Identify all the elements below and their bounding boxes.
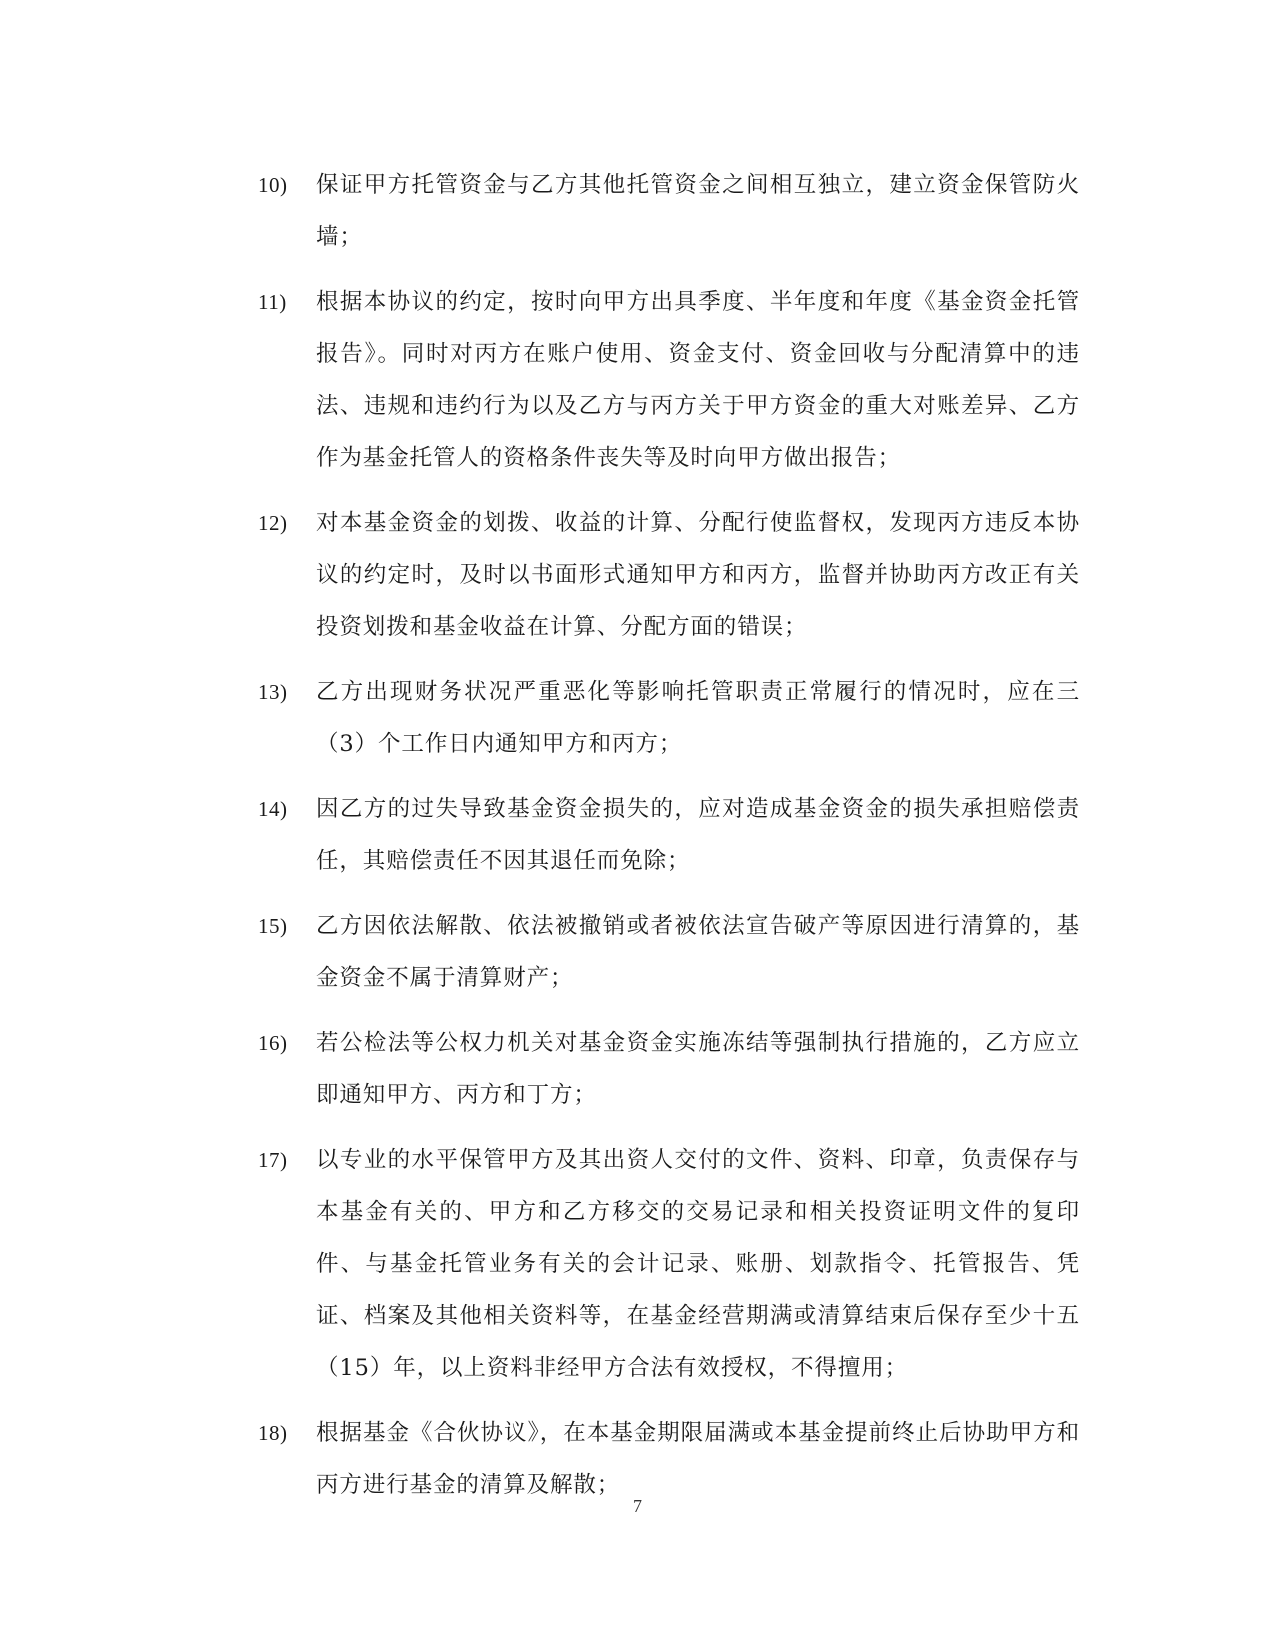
item-text: 根据本协议的约定，按时向甲方出具季度、半年度和年度《基金资金托管报告》。同时对丙方在账户使用、资金支付、资金回收与分配清算中的违法、违规和违约行为以及乙方与丙方关于甲方资金的重大对账差异、乙方作为基金托管人的资格条件丧失等及时向甲方做出报告； bbox=[316, 289, 1080, 471]
item-number: 15) bbox=[258, 914, 288, 938]
item-text: 对本基金资金的划拨、收益的计算、分配行使监督权，发现丙方违反本协议的约定时，及时以书面形式通知甲方和丙方，监督并协助丙方改正有关投资划拨和基金收益在计算、分配方面的错误； bbox=[316, 510, 1080, 640]
item-text: 乙方因依法解散、依法被撤销或者被依法宣告破产等原因进行清算的，基金资金不属于清算财产； bbox=[316, 913, 1080, 991]
list-item bbox=[258, 276, 1088, 484]
item-number: 17) bbox=[258, 1148, 288, 1172]
list-item bbox=[258, 900, 1088, 1004]
item-number: 14) bbox=[258, 797, 288, 821]
item-text: 保证甲方托管资金与乙方其他托管资金之间相互独立，建立资金保管防火墙； bbox=[316, 172, 1080, 250]
list-item bbox=[258, 1017, 1088, 1121]
item-text: 乙方出现财务状况严重恶化等影响托管职责正常履行的情况时，应在三（3）个工作日内通知甲方和丙方； bbox=[316, 679, 1080, 757]
item-number: 10) bbox=[258, 173, 288, 197]
item-text: 以专业的水平保管甲方及其出资人交付的文件、资料、印章，负责保存与本基金有关的、甲方和乙方移交的交易记录和相关投资证明文件的复印件、与基金托管业务有关的会计记录、账册、划款指令、托管报告、凭证、档案及其他相关资料等，在基金经营期满或清算结束后保存至少十五（15）年，以上资料非经甲方合法有效授权，不得擅用； bbox=[316, 1147, 1080, 1381]
list-item bbox=[258, 1134, 1088, 1394]
item-text: 根据基金《合伙协议》，在本基金期限届满或本基金提前终止后协助甲方和丙方进行基金的清算及解散； bbox=[316, 1420, 1080, 1498]
item-number: 12) bbox=[258, 511, 288, 535]
obligation-list bbox=[258, 159, 1088, 1511]
item-text: 若公检法等公权力机关对基金资金实施冻结等强制执行措施的，乙方应立即通知甲方、丙方和丁方； bbox=[316, 1030, 1080, 1108]
list-item bbox=[258, 159, 1088, 263]
list-item bbox=[258, 666, 1088, 770]
list-item bbox=[258, 497, 1088, 653]
item-text: 因乙方的过失导致基金资金损失的，应对造成基金资金的损失承担赔偿责任，其赔偿责任不因其退任而免除； bbox=[316, 796, 1080, 874]
item-number: 16) bbox=[258, 1031, 288, 1055]
item-number: 11) bbox=[258, 290, 287, 314]
list-item bbox=[258, 783, 1088, 887]
item-number: 13) bbox=[258, 680, 288, 704]
item-number: 18) bbox=[258, 1421, 288, 1445]
page-number: 7 bbox=[633, 1496, 642, 1516]
